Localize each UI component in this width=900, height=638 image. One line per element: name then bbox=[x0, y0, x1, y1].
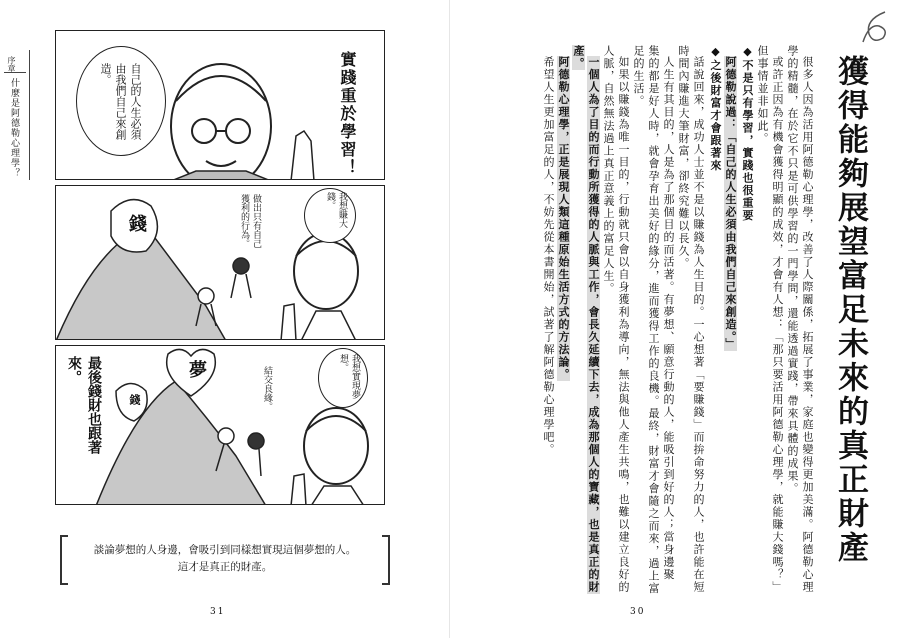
right-page bbox=[450, 0, 900, 638]
page-number: 30 bbox=[630, 607, 646, 617]
highlighted-text: 阿德勒心理學，正是展現人類這種原始生活方式的方法論。 bbox=[557, 56, 570, 381]
paragraph-text: 或許正因為有機會獲得明顯的成效，才會有人想：「那只要活用阿德勒心理學，就能賺大錢嗎？」但事情並非如此。 bbox=[756, 45, 784, 594]
paragraph-text: 希望人生更加富足的人，不妨先從本書開始，試著了解阿德勒心理學吧。 bbox=[542, 56, 555, 456]
chapter-title: 什麼是阿德勒心理學？ bbox=[9, 78, 19, 178]
heart-label: 夢 bbox=[186, 360, 207, 378]
body-paragraph bbox=[556, 45, 571, 605]
comic-panel-2 bbox=[55, 185, 385, 340]
page-number: 31 bbox=[210, 607, 226, 617]
money-bag-label: 錢 bbox=[128, 394, 141, 405]
diamond-icon: ◆ bbox=[709, 45, 722, 60]
body-paragraph bbox=[601, 45, 631, 605]
body-paragraph bbox=[676, 45, 706, 605]
shout-text: 最後錢財也跟著來。 bbox=[66, 356, 102, 454]
chapter-side-tab bbox=[0, 50, 30, 180]
tab-divider bbox=[4, 72, 26, 73]
body-paragraph bbox=[541, 45, 556, 605]
money-bag-label: 錢 bbox=[126, 214, 147, 232]
paragraph-text: 很多人因為活用阿德勒心理學，改善了人際關係，拓展了事業，家庭也變得更加美滿。阿德勒心理學的精髓，在於它不只是可供學習的一門學問，還能透過實踐，帶來具體的成果。 bbox=[786, 45, 814, 594]
section-heading: ◆不是只有學習，實踐也很重要 bbox=[741, 45, 754, 222]
section-heading: ◆之後財富才會跟著來 bbox=[709, 45, 722, 172]
paragraph-text: 人生有其目的，人是為了那個目的而活著。有夢想、願意行動的人，能吸引到好的人；當身邊聚 bbox=[662, 56, 675, 581]
decorative-swirl-icon bbox=[855, 8, 893, 48]
body-paragraph bbox=[755, 45, 785, 605]
comic-panel-3 bbox=[55, 345, 385, 505]
paragraph-text: 話說回來，成功人士並不是以賺錢為人生目的。一心想著「要賺錢」而拚命努力的人，也許能在短時間內賺進大筆財富，卻終究難以長久。 bbox=[677, 45, 705, 594]
caption-line-2: 這才是真正的財產。 bbox=[177, 561, 273, 573]
body-paragraph bbox=[571, 45, 601, 605]
body-paragraph bbox=[661, 45, 676, 605]
chapter-heading: 獲得能夠展望富足未來的真正財產 bbox=[832, 55, 868, 565]
comic-panel-1 bbox=[55, 30, 385, 180]
caption-box bbox=[60, 535, 390, 585]
bracket-left bbox=[60, 535, 68, 585]
chapter-tab-label: 序章 bbox=[7, 56, 16, 72]
shout-text: 實踐重於學習！ bbox=[338, 51, 357, 177]
body-paragraph bbox=[723, 45, 738, 605]
body-paragraph bbox=[785, 45, 815, 605]
body-text bbox=[490, 45, 815, 605]
paragraph-text: 集的都是好人時，就會孕育出美好的緣分，進而獲得工作的良機。最終，財富才會隨之而來，過上富足的生活。 bbox=[632, 45, 660, 595]
caption-text: 結交良緣。 bbox=[262, 366, 272, 411]
speech-text: 自己的人生必須由我們自己來創造。 bbox=[99, 63, 142, 140]
highlighted-quote: 阿德勒說過：「自己的人生必須由我們自己來創造。」 bbox=[724, 56, 737, 351]
body-paragraph bbox=[631, 45, 661, 605]
thought-text: 我想賺大錢。 bbox=[325, 192, 347, 228]
diamond-icon: ◆ bbox=[741, 45, 754, 60]
caption-text: 做出只有自己獲利的行為。 bbox=[239, 194, 261, 248]
thought-text: 我想實現夢想。 bbox=[338, 354, 360, 399]
caption-line-1: 談論夢想的人身邊，會吸引到同樣想實現這個夢想的人。 bbox=[93, 544, 357, 556]
paragraph-text: 如果以賺錢為唯一目的，行動就只會以自身獲利為導向，無法與他人產生共鳴，也難以建立良好的人脈，自然無法過上真正意義上的富足人生。 bbox=[602, 45, 630, 594]
highlighted-text: 一個人為了目的而行動所獲得的人脈與工作，會長久延續下去，成為那個人的寶藏，也是真正的財產。 bbox=[572, 45, 600, 594]
bracket-right bbox=[382, 535, 390, 585]
